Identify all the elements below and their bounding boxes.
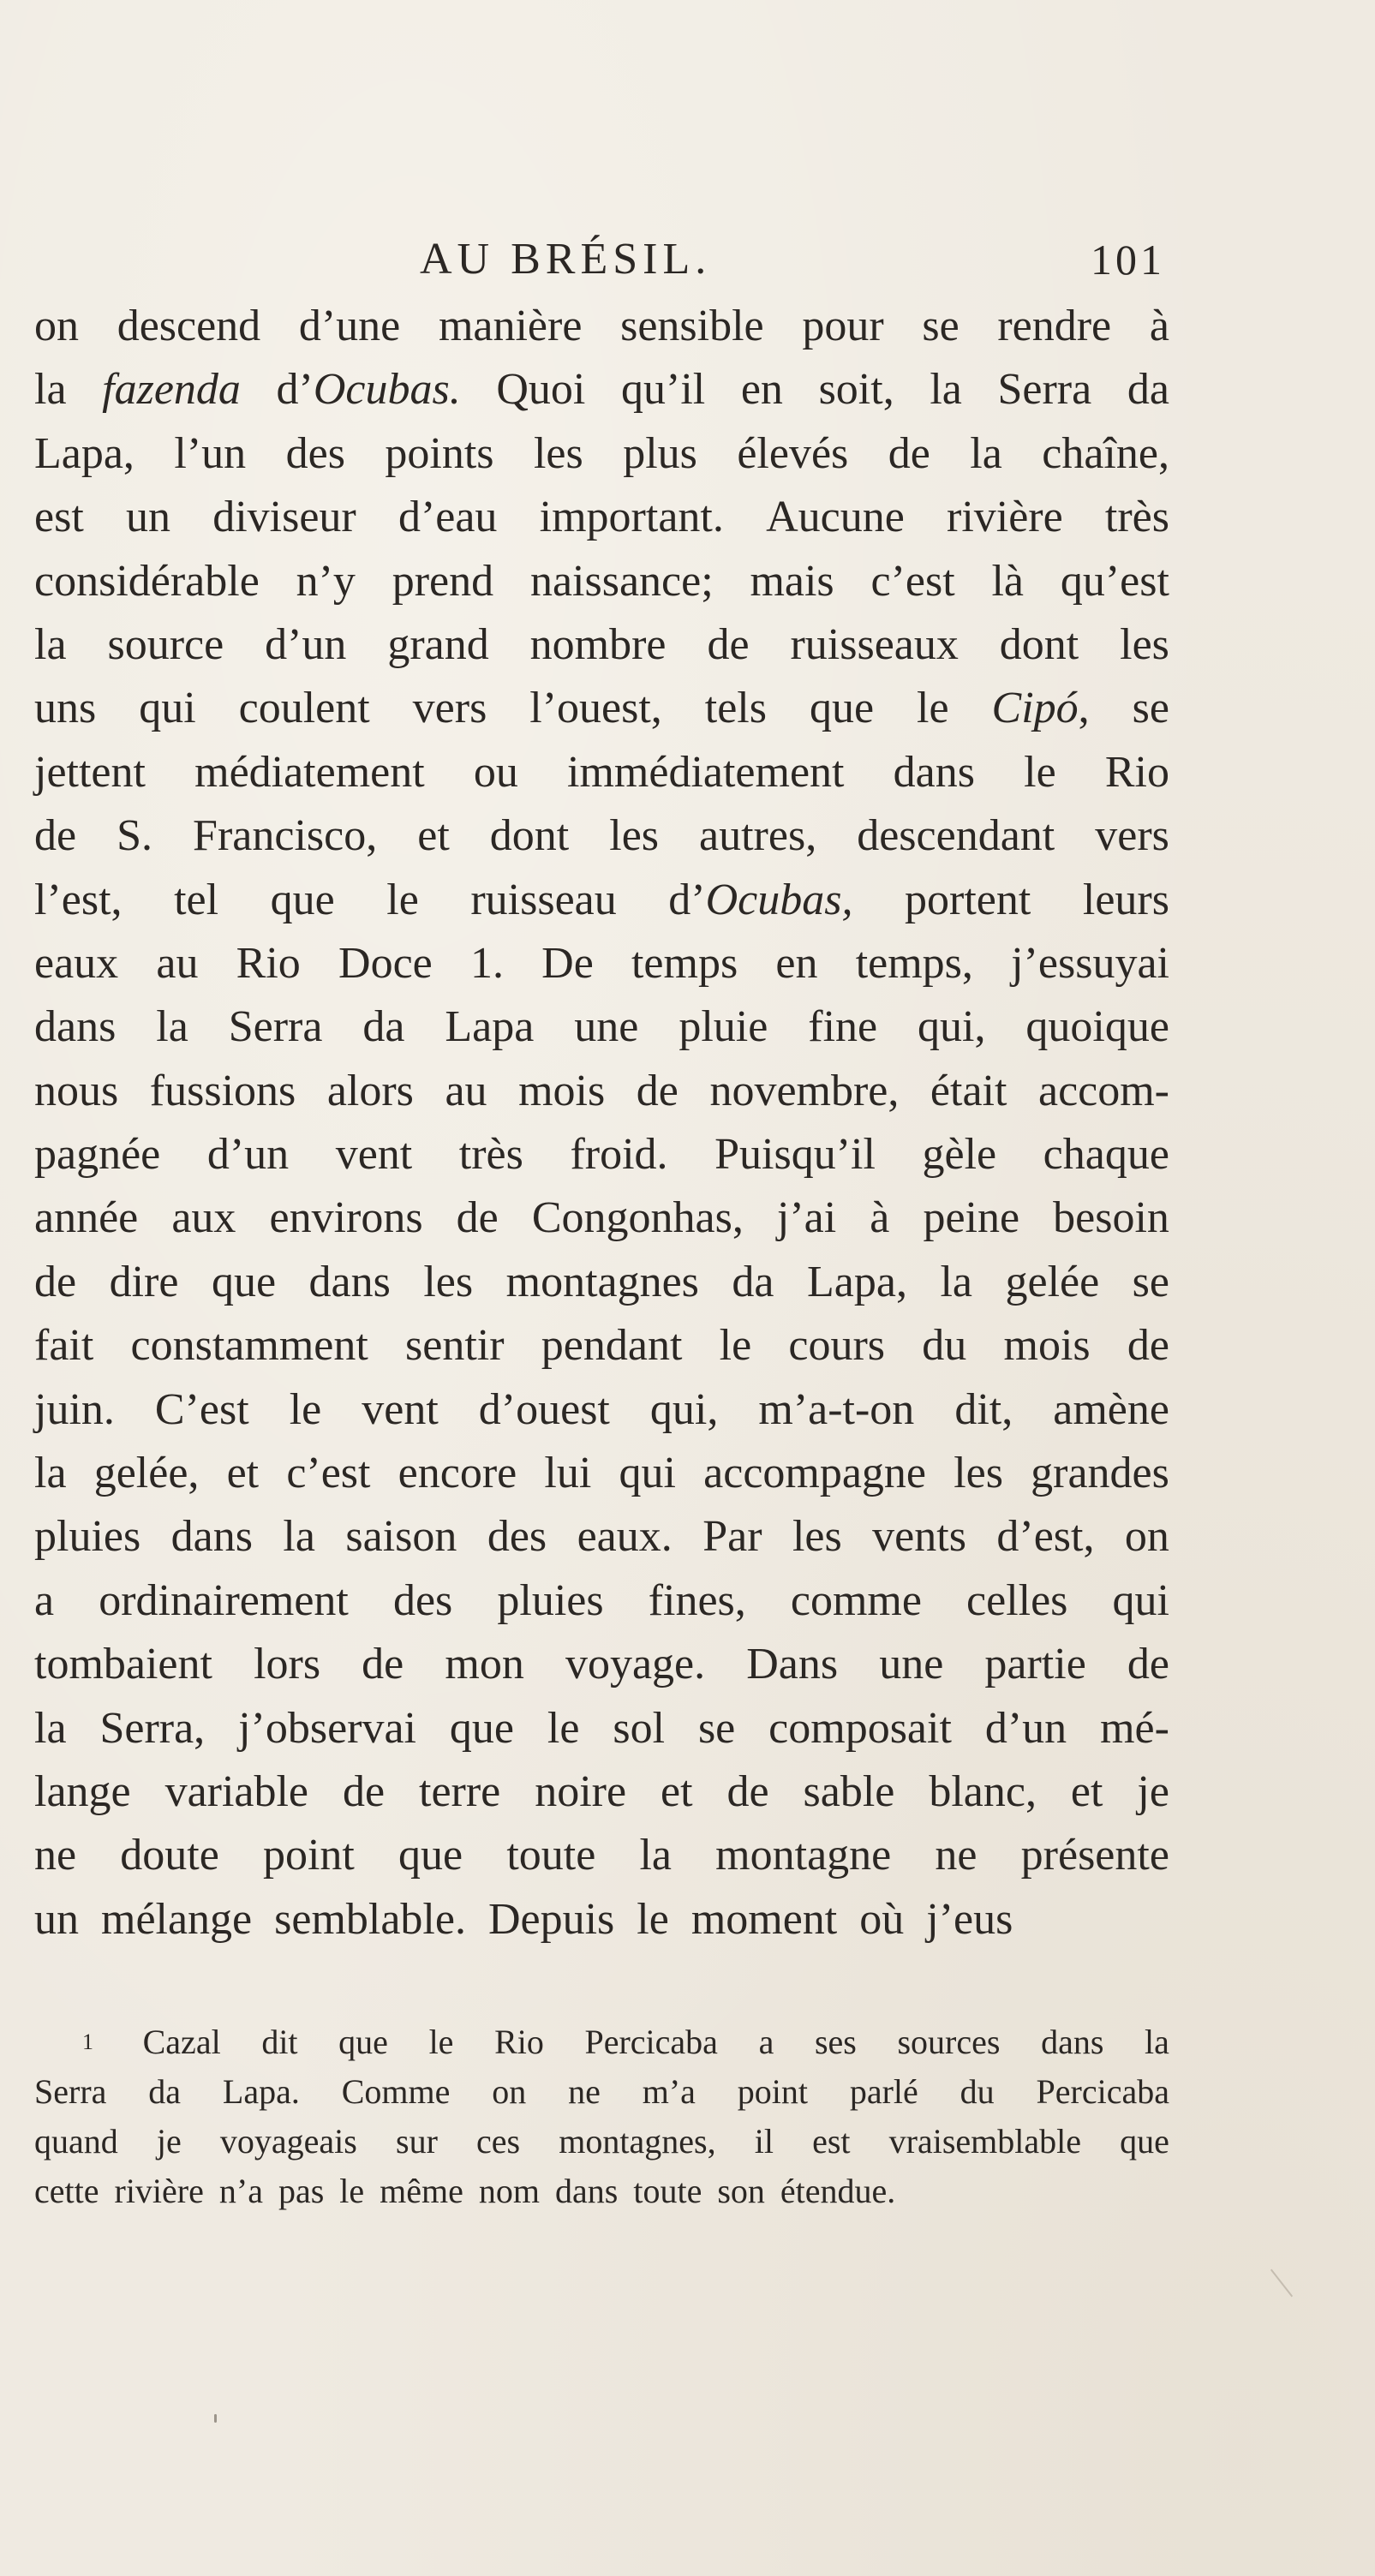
text-line: on descend d’une manière sensible pour se rendre à (34, 302, 1169, 350)
footnote-line: Serra da Lapa. Comme on ne m’a point parlé du Percicaba (34, 2072, 1169, 2111)
text-line: eaux au Rio Doce 1. De temps en temps, j’essuyai (34, 938, 1169, 988)
text-line: la source d’un grand nombre de ruisseaux dont les (34, 619, 1169, 669)
text-line: de S. Francisco, et dont les autres, descendant vers (34, 811, 1169, 861)
footnote-marker: 1 (82, 2029, 93, 2054)
text-line: tombaient lors de mon voyage. Dans une partie de (34, 1640, 1169, 1689)
footnote (34, 2017, 1169, 2216)
text-line: uns qui coulent vers l’ouest, tels que le Cipó, se (34, 684, 1169, 733)
text-line: la gelée, et c’est encore lui qui accompagne les grandes (34, 1449, 1169, 1498)
text-line: considérable n’y prend naissance; mais c’est là qu’est (34, 556, 1169, 606)
text-line: de dire que dans les montagnes da Lapa, la gelée se (34, 1257, 1169, 1306)
text-line: un mélange semblable. Depuis le moment où j’eus (34, 1894, 1013, 1944)
text-line: Lapa, l’un des points les plus élevés de la chaîne, (34, 428, 1169, 478)
text-line: la Serra, j’observai que le sol se composait d’un mé- (34, 1703, 1169, 1753)
text-line: ne doute point que toute la montagne ne présente (34, 1831, 1169, 1880)
text-line: dans la Serra da Lapa une pluie fine qui, quoique (34, 1002, 1169, 1052)
paper-crease (1270, 2269, 1293, 2298)
text-line: juin. C’est le vent d’ouest qui, m’a-t-on dit, amène (34, 1384, 1169, 1434)
footnote-line: 1 Cazal dit que le Rio Percicaba a ses sources dans la (34, 2017, 1169, 2067)
text-line: pagnée d’un vent très froid. Puisqu’il gèle chaque (34, 1130, 1169, 1180)
footnote-line: cette rivière n’a pas le même nom dans toute son étendue. (34, 2172, 896, 2210)
text-line: lange variable de terre noire et de sable blanc, et je (34, 1766, 1169, 1816)
text-line: a ordinairement des pluies fines, comme celles qui (34, 1575, 1169, 1625)
page-number: 101 (1091, 236, 1165, 284)
text-line: jettent médiatement ou immédiatement dans le Rio (34, 747, 1169, 797)
text-line: nous fussions alors au mois de novembre, était accom- (34, 1066, 1169, 1115)
text-line: année aux environs de Congonhas, j’ai à peine besoin (34, 1193, 1169, 1243)
body-text (34, 295, 1169, 1951)
ink-speck (214, 2414, 217, 2423)
text-line: pluies dans la saison des eaux. Par les vents d’est, on (34, 1512, 1169, 1562)
text-line: est un diviseur d’eau important. Aucune rivière très (34, 493, 1169, 542)
text-line: l’est, tel que le ruisseau d’Ocubas, portent leurs (34, 875, 1169, 924)
text-line: la fazenda d’Ocubas. Quoi qu’il en soit, la Serra da (34, 365, 1169, 415)
page-header (34, 230, 1165, 290)
footnote-line: quand je voyageais sur ces montagnes, il est vraisemblable que (34, 2122, 1169, 2161)
running-head: AU BRÉSIL. (420, 235, 712, 284)
text-line: fait constamment sentir pendant le cours du mois de (34, 1321, 1169, 1371)
